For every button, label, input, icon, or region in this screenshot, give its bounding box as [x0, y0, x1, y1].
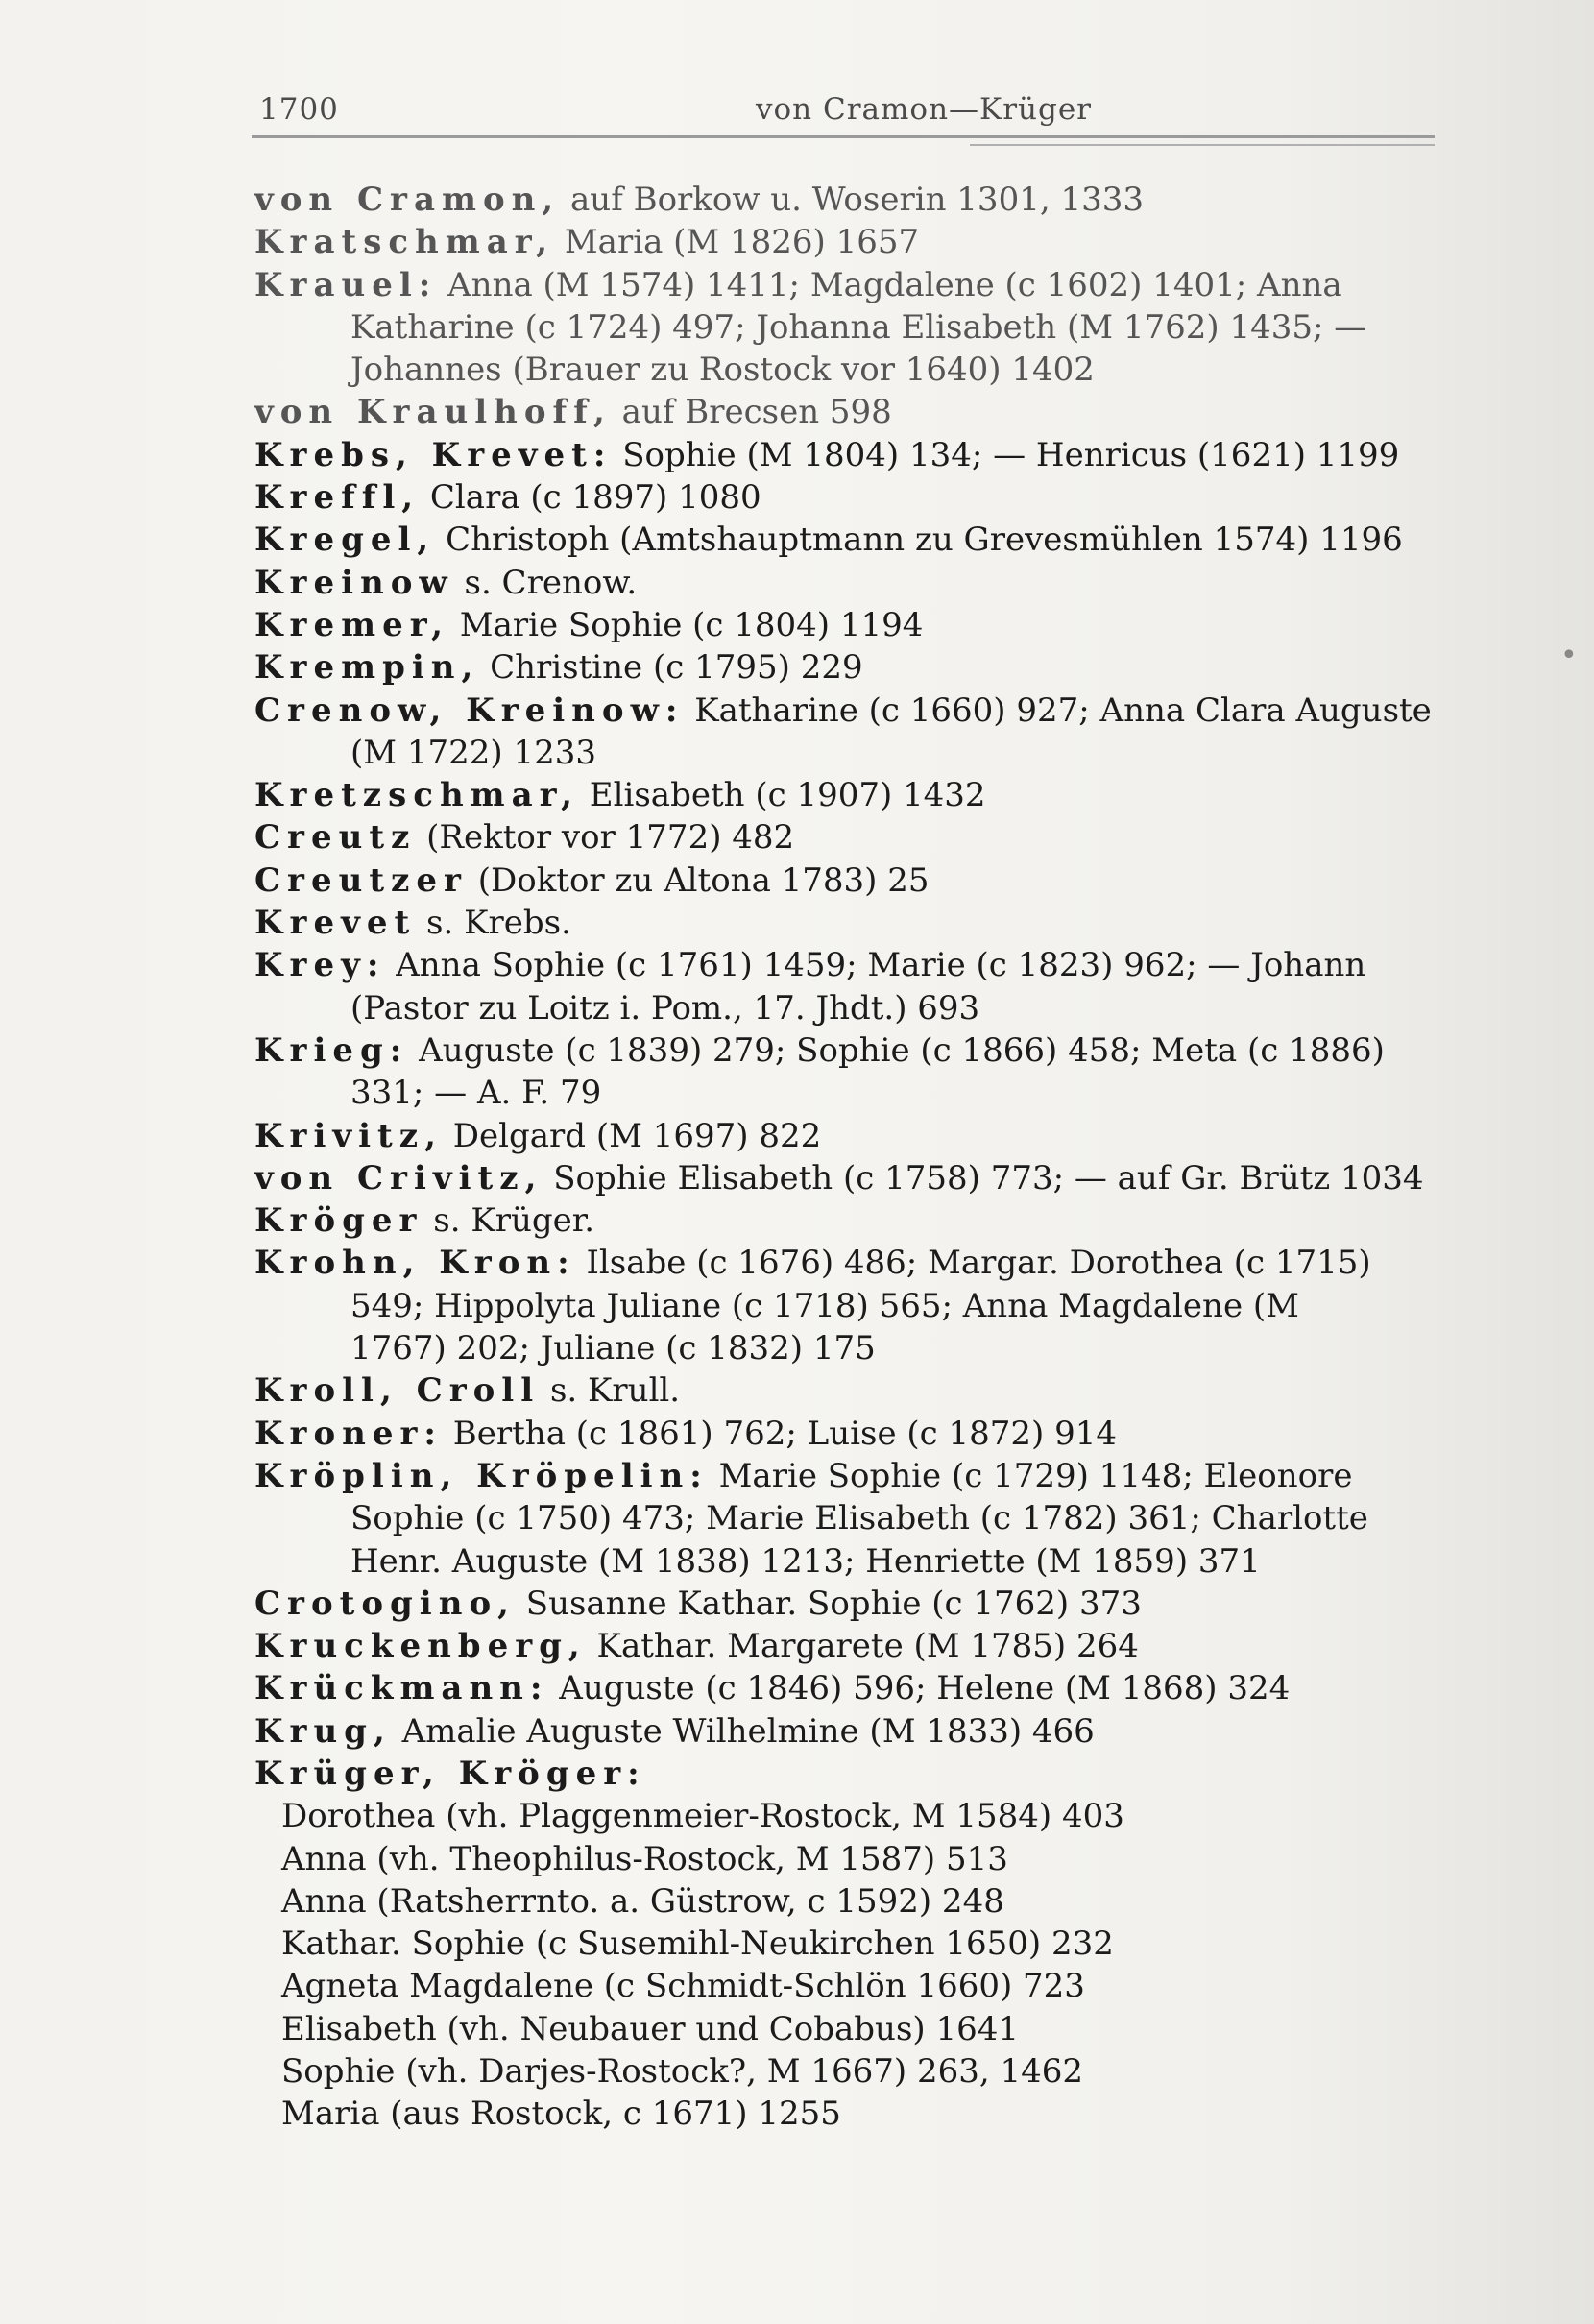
entry-surname: Krebs, Krevet: — [254, 435, 613, 474]
running-title: von Cramon—Krüger — [756, 92, 1092, 127]
register-entry — [254, 1157, 1440, 1199]
entry-details: (Rektor vor 1772) 482 — [416, 818, 795, 858]
entry-details: Auguste (c 1839) 279; Sophie (c 1866) 458; Meta (c 1886) — [408, 1030, 1385, 1070]
register-entry — [254, 1753, 1440, 1795]
entry-surname: Krempin, — [254, 648, 480, 688]
entry-details: Delgard (M 1697) 822 — [442, 1116, 822, 1155]
entry-details: Maria (aus Rostock, c 1671) 1255 — [281, 2094, 841, 2134]
register-entry-continuation — [254, 732, 1440, 774]
register-entry — [254, 391, 1440, 433]
entry-details: Dorothea (vh. Plaggenmeier-Rostock, M 1584) 403 — [281, 1797, 1124, 1836]
entry-details: (M 1722) 1233 — [350, 733, 597, 772]
entry-details: Kathar. Margarete (M 1785) 264 — [586, 1627, 1139, 1666]
register-entry-continuation — [254, 1072, 1440, 1114]
entry-surname: Krivitz, — [254, 1116, 443, 1155]
entry-details: Sophie Elisabeth (c 1758) 773; — auf Gr. Brütz 1034 — [543, 1158, 1424, 1198]
entry-details: Anna (vh. Theophilus-Rostock, M 1587) 513 — [281, 1839, 1008, 1878]
entry-details: Marie Sophie (c 1804) 1194 — [448, 605, 924, 644]
register-entry — [254, 774, 1440, 816]
entry-details: Anna (M 1574) 1411; Magdalene (c 1602) 1401; Anna — [437, 265, 1342, 304]
register-entry — [254, 1413, 1440, 1455]
entry-surname: Kretzschmar, — [254, 776, 579, 815]
register-entry — [254, 944, 1440, 986]
register-entry-continuation — [254, 987, 1440, 1029]
register-entry — [254, 1115, 1440, 1157]
entry-details: Elisabeth (c 1907) 1432 — [578, 776, 986, 815]
entry-details: s. Krüger. — [423, 1201, 595, 1241]
register-entry — [254, 519, 1440, 561]
entry-surname: Kremer, — [254, 605, 449, 644]
entry-details: Amalie Auguste Wilhelmine (M 1833) 466 — [391, 1711, 1095, 1751]
register-entry — [254, 859, 1440, 902]
entry-surname: Krey: — [254, 946, 386, 985]
register-subentry — [254, 1923, 1440, 1965]
register-entry — [254, 221, 1440, 263]
entry-details: (Doktor zu Altona 1783) 25 — [467, 860, 930, 900]
register-entry-continuation — [254, 1327, 1440, 1369]
entry-surname: Krüger, Kröger: — [254, 1754, 646, 1793]
entry-surname: Creutzer — [254, 860, 468, 900]
register-entry — [254, 1199, 1440, 1242]
entry-details: (Pastor zu Loitz i. Pom., 17. Jhdt.) 693 — [350, 988, 980, 1028]
entry-details: 1767) 202; Juliane (c 1832) 175 — [350, 1329, 876, 1368]
entry-details: Maria (M 1826) 1657 — [554, 223, 920, 262]
entry-details: Henr. Auguste (M 1838) 1213; Henriette (M 1859) 371 — [350, 1541, 1261, 1581]
entry-surname: Krauel: — [254, 265, 438, 304]
entry-details: 549; Hippolyta Juliane (c 1718) 565; Anna Magdalene (M — [350, 1286, 1299, 1325]
register-subentry — [254, 1965, 1440, 2007]
entry-details: Agneta Magdalene (c Schmidt-Schlön 1660) 723 — [281, 1967, 1085, 2006]
register-entry — [254, 690, 1440, 732]
entry-surname: Kroll, Croll — [254, 1371, 541, 1411]
register-entry — [254, 434, 1440, 476]
register-entry — [254, 562, 1440, 604]
entry-details: Ilsabe (c 1676) 486; Margar. Dorothea (c 1715) — [575, 1244, 1371, 1283]
entry-details: Bertha (c 1861) 762; Luise (c 1872) 914 — [442, 1414, 1117, 1453]
entry-details: Sophie (M 1804) 134; — Henricus (1621) 1199 — [612, 435, 1400, 474]
margin-dot: • — [1560, 639, 1578, 672]
entry-details: auf Borkow u. Woserin 1301, 1333 — [560, 181, 1144, 219]
entry-details: Katharine (c 1724) 497; Johanna Elisabeth (M 1762) 1435; — — [350, 307, 1367, 347]
entry-details: Marie Sophie (c 1729) 1148; Eleonore — [708, 1456, 1353, 1495]
register-entry-continuation — [254, 1497, 1440, 1539]
register-entry — [254, 902, 1440, 944]
entry-surname: Krug, — [254, 1711, 392, 1751]
register-entry — [254, 1369, 1440, 1412]
entry-surname: Krieg: — [254, 1030, 409, 1070]
entry-surname: Kregel, — [254, 520, 436, 560]
entry-surname: Creutz — [254, 818, 417, 858]
register-entry-continuation — [254, 306, 1440, 349]
page-number: 1700 — [259, 92, 339, 127]
entry-details: Christine (c 1795) 229 — [479, 648, 863, 688]
register-subentry — [254, 2050, 1440, 2093]
entry-details: Katharine (c 1660) 927; Anna Clara Auguste — [684, 690, 1432, 730]
entry-details: 331; — A. F. 79 — [350, 1074, 602, 1113]
entry-details: s. Krebs. — [416, 904, 571, 943]
register-entry — [254, 816, 1440, 859]
register-entry — [254, 1242, 1440, 1284]
register-subentry — [254, 1795, 1440, 1837]
entry-details: Anna Sophie (c 1761) 1459; Marie (c 1823) 962; — Johann — [385, 946, 1366, 985]
entry-details: Clara (c 1897) 1080 — [420, 478, 761, 518]
entry-surname: Kreinow — [254, 563, 454, 602]
entry-details: Sophie (c 1750) 473; Marie Elisabeth (c 1782) 361; Charlotte — [350, 1499, 1368, 1538]
register-subentry — [254, 2008, 1440, 2050]
entry-details: Auguste (c 1846) 596; Helene (M 1868) 324 — [548, 1669, 1291, 1708]
entry-surname: Kratschmar, — [254, 223, 555, 262]
register-entry — [254, 1583, 1440, 1625]
register-subentry — [254, 2093, 1440, 2135]
entry-surname: Kruckenberg, — [254, 1627, 587, 1666]
entry-details: Susanne Kathar. Sophie (c 1762) 373 — [515, 1584, 1142, 1623]
entry-surname: Krohn, Kron: — [254, 1244, 576, 1283]
entry-details: s. Crenow. — [453, 563, 638, 602]
entry-surname: Kroner: — [254, 1414, 443, 1453]
entry-details: Kathar. Sophie (c Susemihl-Neukirchen 1650) 232 — [281, 1925, 1114, 1964]
entry-details: Anna (Ratsherrnto. a. Güstrow, c 1592) 248 — [281, 1881, 1004, 1921]
register-entry — [254, 1455, 1440, 1497]
entry-surname: Krevet — [254, 904, 417, 943]
register-entries — [254, 179, 1440, 2136]
entry-surname: Kreffl, — [254, 478, 421, 518]
register-entry — [254, 179, 1440, 221]
register-entry-continuation — [254, 1540, 1440, 1583]
entry-details: auf Brecsen 598 — [611, 393, 892, 432]
entry-surname: Crenow, Kreinow: — [254, 690, 685, 730]
entry-surname: von Crivitz, — [254, 1158, 543, 1198]
entry-details: Elisabeth (vh. Neubauer und Cobabus) 1641 — [281, 2009, 1020, 2048]
register-entry — [254, 604, 1440, 646]
entry-details: Christoph (Amtshauptmann zu Grevesmühlen 1574) 1196 — [435, 520, 1403, 560]
entry-details: Johannes (Brauer zu Rostock vor 1640) 1402 — [350, 351, 1095, 390]
register-subentry — [254, 1880, 1440, 1923]
register-entry — [254, 476, 1440, 519]
header-rule-secondary — [970, 144, 1435, 146]
register-entry — [254, 646, 1440, 689]
entry-surname: Krückmann: — [254, 1669, 549, 1708]
register-entry — [254, 1029, 1440, 1072]
entry-surname: von Cramon, — [254, 181, 561, 219]
page-header — [252, 88, 1435, 131]
register-entry — [254, 264, 1440, 306]
entry-details: Sophie (vh. Darjes-Rostock?, M 1667) 263, 1462 — [281, 2052, 1083, 2092]
register-entry-continuation — [254, 1285, 1440, 1327]
register-subentry — [254, 1838, 1440, 1880]
register-entry — [254, 1667, 1440, 1709]
register-entry-continuation — [254, 349, 1440, 391]
register-entry — [254, 1625, 1440, 1667]
entry-surname: Kröger — [254, 1201, 423, 1241]
entry-details: s. Krull. — [540, 1371, 681, 1411]
entry-surname: Kröplin, Kröpelin: — [254, 1456, 709, 1495]
entry-surname: von Kraulhoff, — [254, 393, 612, 432]
header-rule — [252, 135, 1435, 138]
register-entry — [254, 1710, 1440, 1753]
entry-surname: Crotogino, — [254, 1584, 516, 1623]
